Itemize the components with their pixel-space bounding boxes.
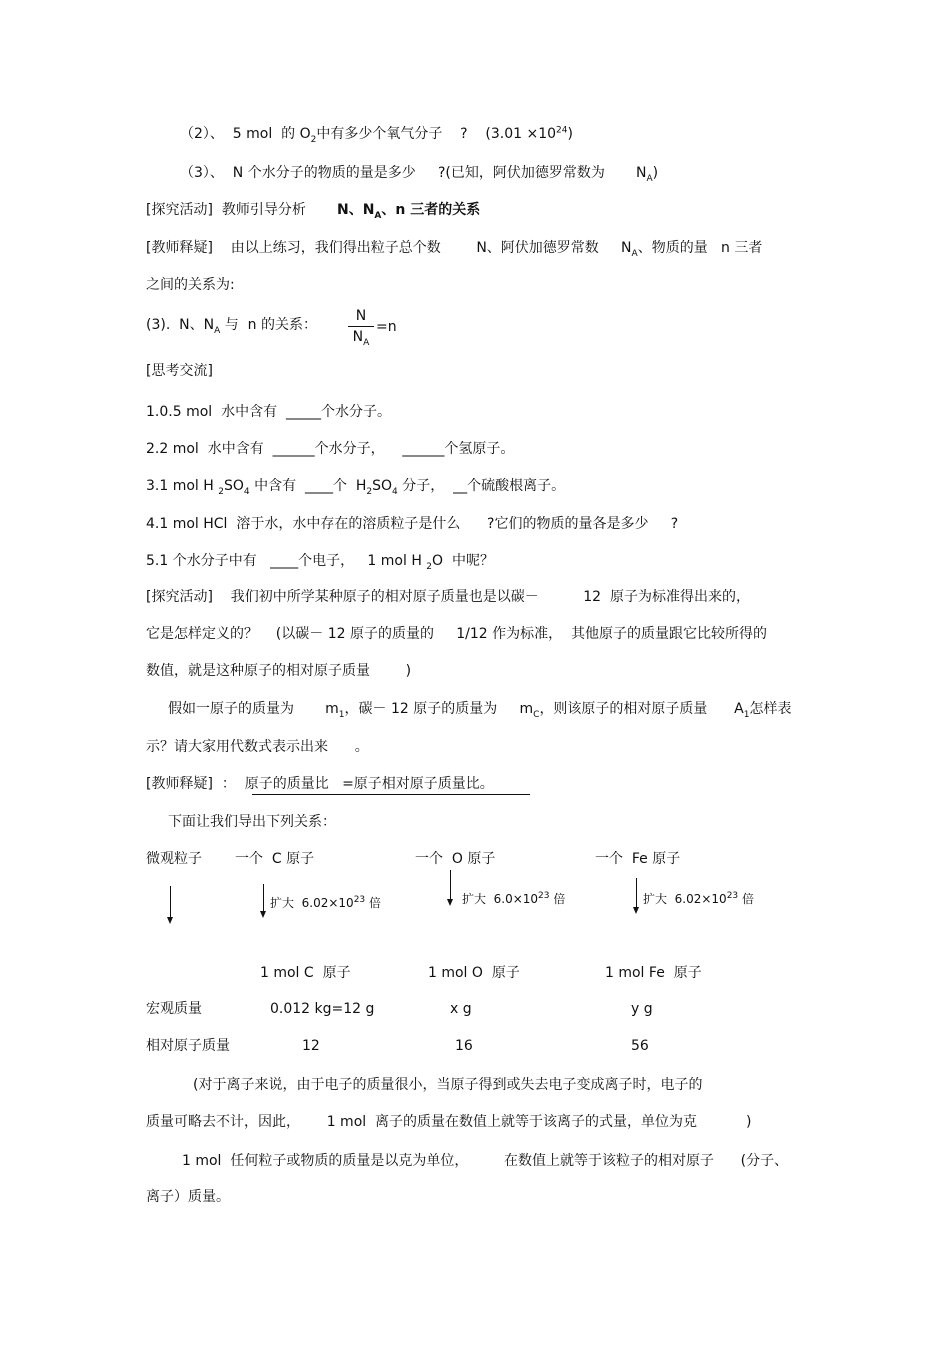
relative-mass-c: 12 (302, 1038, 320, 1054)
teacher-explain-2: [教师释疑] ： 原子的质量比 =原子相对原子质量比。 (146, 776, 494, 792)
think-item-1: 1.0.5 mol 水中含有 _____个水分子。 (146, 404, 391, 420)
think-item-3: 3.1 mol H $_2SO_4$ 中含有 ____个 $H_2SO_4$ 分子， __个硫酸根离子。 (146, 478, 566, 497)
macro-mass-o: x g (450, 1001, 472, 1017)
one-mol-c: 1 mol C 原子 (260, 965, 351, 981)
expand-c: 扩大 $6.02\times 10^{23}$ 倍 (270, 895, 381, 910)
macro-mass-c: 0.012 kg=12 g (270, 1001, 375, 1017)
think-item-4: 4.1 mol HCl 溶于水，水中存在的溶质粒子是什么 ?它们的物质的量各是多少 ? (146, 516, 679, 532)
relative-mass-fe: 56 (631, 1038, 649, 1054)
fraction-numerator: N (355, 308, 367, 324)
one-fe-atom: 一个 Fe 原子 (595, 851, 681, 867)
micro-particle-label: 微观粒子 (146, 851, 202, 867)
teacher-explain-1: [教师释疑] 由以上练习，我们得出粒子总个数 N、阿伏加德罗常数 $N_A$、物质的量 n 三者 (146, 240, 763, 259)
think-item-5: 5.1 个水分子中有 ____个电子， 1 mol H $_2$O 中呢？ (146, 553, 494, 572)
one-o-atom: 一个 O 原子 (415, 851, 496, 867)
ion-note: (对于离子来说，由于电子的质量很小，当原子得到或失去电子变成离子时，电子的 (193, 1077, 703, 1093)
teacher-explain-2-underline (252, 794, 530, 795)
question-2: （2）、 5 mol 的 $O_2$中有多少个氧气分子 ? $(3.01 \times 10^{24})$ (180, 125, 573, 145)
one-mol-o: 1 mol O 原子 (428, 965, 520, 981)
explore-activity-1: [探究活动] 教师引导分析 N、$N_A$、n 三者的关系 (146, 202, 481, 221)
macro-mass-label: 宏观质量 (146, 1001, 202, 1017)
suppose-line-2: 示？请大家用代数式表示出来 。 (146, 739, 369, 755)
conclusion: 1 mol 任何粒子或物质的质量是以克为单位， 在数值上就等于该粒子的相对原子 (分子、 (182, 1153, 789, 1169)
explore-activity-2: [探究活动] 我们初中所学某种原子的相对原子质量也是以碳－ 12 原子为标准得出来的， (146, 589, 750, 605)
suppose-line: 假如一原子的质量为 $m_1$，碳－ 12 原子的质量为 $m_C$，则该原子的相对原子质量 $A_1$怎样表 (168, 701, 792, 720)
one-c-atom: 一个 C 原子 (235, 851, 315, 867)
explore-activity-2-line3: 数值，就是这种原子的相对原子质量 ) (146, 663, 412, 679)
fraction-n-over-na (348, 308, 374, 348)
down-arrow-o (450, 870, 451, 900)
ion-note-line2: 质量可略去不计，因此， 1 mol 离子的质量在数值上就等于该离子的式量，单位为克 ) (146, 1114, 752, 1130)
think-item-2: 2.2 mol 水中含有 ______个水分子， ______个氢原子。 (146, 441, 515, 457)
teacher-explain-1-cont: 之间的关系为: (146, 277, 235, 293)
explore-activity-2-line2: 它是怎样定义的？ (以碳－ 12 原子的质量的 1/12 作为标准， 其他原子的质量跟它比较所得的 (146, 626, 768, 642)
macro-mass-fe: y g (631, 1001, 653, 1017)
derive-intro: 下面让我们导出下列关系： (168, 814, 336, 830)
relative-mass-label: 相对原子质量 (146, 1038, 230, 1054)
conclusion-line2: 离子）质量。 (146, 1189, 230, 1205)
down-arrow-micro (170, 886, 171, 918)
relative-mass-o: 16 (455, 1038, 473, 1054)
fraction-equals-n: =n (376, 319, 397, 335)
fraction-denominator: $N_A$ (352, 329, 370, 348)
down-arrow-c (263, 884, 264, 912)
one-mol-fe: 1 mol Fe 原子 (605, 965, 702, 981)
fraction-bar (348, 326, 374, 327)
expand-o: 扩大 $6.0\times 10^{23}$ 倍 (462, 891, 566, 906)
question-3: （3）、 N 个水分子的物质的量是多少 ?(已知，阿伏加德罗常数为 $N_A$) (180, 165, 659, 184)
relation-line: (3). N、$N_A$ 与 n 的关系： (146, 317, 317, 336)
think-exchange-heading: [思考交流] (146, 363, 213, 379)
down-arrow-fe (636, 878, 637, 908)
expand-fe: 扩大 $6.02\times 10^{23}$ 倍 (643, 891, 754, 906)
